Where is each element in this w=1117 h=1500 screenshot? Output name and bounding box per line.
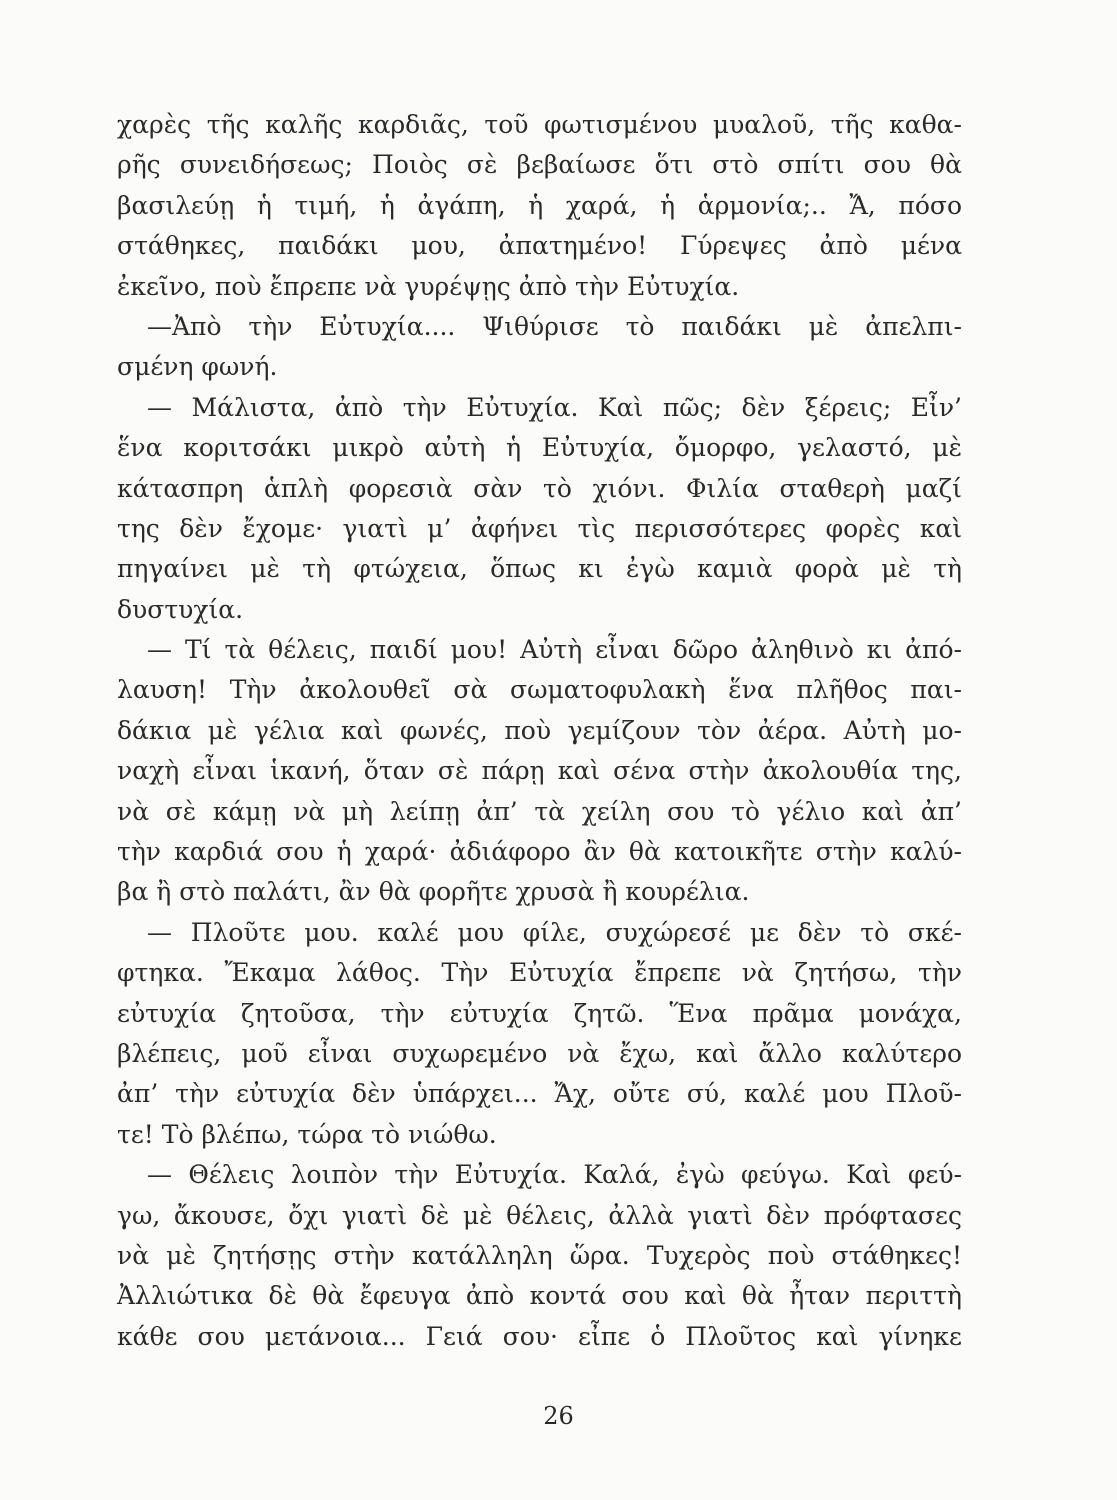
text-line: —Ἀπὸ τὴν Εὐτυχία.... Ψιθύρισε τὸ παιδάκι μὲ ἀπελπι- <box>147 311 962 341</box>
text-line: βλέπεις, μοῦ εἶναι συχωρεμένο νὰ ἔχω, καὶ ἄλλο καλύτερο <box>117 1038 962 1068</box>
text-line: — Τί τὰ θέλεις, παιδί μου! Αὐτὴ εἶναι δῶρο ἀληθινὸ κι ἀπό- <box>147 635 962 665</box>
text-line: κάθε σου μετάνοια... Γειά σου· εἶπε ὁ Πλοῦτος καὶ γίνηκε <box>117 1321 962 1351</box>
text-line: της δὲν ἔχομε· γιατὶ μ’ ἀφήνει τὶς περισσότερες φορὲς καὶ <box>117 513 962 543</box>
text-line: — Πλοῦτε μου. καλέ μου φίλε, συχώρεσέ με δὲν τὸ σκέ- <box>147 917 962 947</box>
text-line: νὰ σὲ κάμῃ νὰ μὴ λείπῃ ἀπ’ τὰ χείλη σου τὸ γέλιο καὶ ἀπ’ <box>117 796 962 826</box>
text-line: κάτασπρη ἁπλὴ φορεσιὰ σὰν τὸ χιόνι. Φιλία σταθερὴ μαζί <box>117 473 962 503</box>
text-line: — Θέλεις λοιπὸν τὴν Εὐτυχία. Καλά, ἐγὼ φεύγω. Καὶ φεύ- <box>147 1160 962 1190</box>
text-line: πηγαίνει μὲ τὴ φτώχεια, ὅπως κι ἐγὼ καμιὰ φορὰ μὲ τὴ <box>117 554 962 584</box>
text-line: δάκια μὲ γέλια καὶ φωνές, ποὺ γεμίζουν τὸν ἀέρα. Αὐτὴ μο- <box>117 715 962 745</box>
text-line: βα ἢ στὸ παλάτι, ἂν θὰ φορῆτε χρυσὰ ἢ κουρέλια. <box>117 877 750 907</box>
text-line: λαυση! Τὴν ἀκολουθεῖ σὰ σωματοφυλακὴ ἕνα πλῆθος παι- <box>117 675 962 705</box>
text-line: εὐτυχία ζητοῦσα, τὴν εὐτυχία ζητῶ. Ἕνα πρᾶμα μονάχα, <box>117 998 962 1028</box>
body-text <box>117 105 962 1357</box>
text-line: ρῆς συνειδήσεως; Ποιὸς σὲ βεβαίωσε ὅτι στὸ σπίτι σου θὰ <box>117 150 962 180</box>
text-line: — Μάλιστα, ἀπὸ τὴν Εὐτυχία. Καὶ πῶς; δὲν ξέρεις; Εἶν’ <box>147 392 962 422</box>
text-line: βασιλεύῃ ἡ τιμή, ἡ ἀγάπη, ἡ χαρά, ἡ ἁρμονία;.. Ἄ, πόσο <box>117 190 962 220</box>
text-line: γω, ἄκουσε, ὄχι γιατὶ δὲ μὲ θέλεις, ἀλλὰ γιατὶ δὲν πρόφτασες <box>117 1200 962 1230</box>
text-line: ἀπ’ τὴν εὐτυχία δὲν ὑπάρχει... Ἄχ, οὔτε σύ, καλέ μου Πλοῦ- <box>117 1079 962 1109</box>
text-line: σμένη φωνή. <box>117 352 278 382</box>
text-line: ἐκεῖνο, ποὺ ἔπρεπε νὰ γυρέψῃς ἀπὸ τὴν Εὐτυχία. <box>117 271 740 301</box>
page-number: 26 <box>543 1402 574 1430</box>
text-line: στάθηκες, παιδάκι μου, ἀπατημένο! Γύρεψες ἀπὸ μένα <box>117 231 962 261</box>
text-line: τε! Τὸ βλέπω, τώρα τὸ νιώθω. <box>117 1119 497 1149</box>
text-line: φτηκα. Ἔκαμα λάθος. Τὴν Εὐτυχία ἔπρεπε νὰ ζητήσω, τὴν <box>117 958 962 988</box>
text-line: τὴν καρδιά σου ἡ χαρά· ἀδιάφορο ἂν θὰ κατοικῆτε στὴν καλύ- <box>117 837 962 867</box>
text-line: ναχὴ εἶναι ἱκανή, ὅταν σὲ πάρῃ καὶ σένα στὴν ἀκολουθία της, <box>117 756 962 786</box>
text-line: χαρὲς τῆς καλῆς καρδιᾶς, τοῦ φωτισμένου μυαλοῦ, τῆς καθα- <box>117 110 962 139</box>
text-line: δυστυχία. <box>117 594 244 624</box>
text-line: νὰ μὲ ζητήσῃς στὴν κατάλληλη ὥρα. Τυχερὸς ποὺ στάθηκες! <box>117 1240 962 1270</box>
text-line: Ἀλλιώτικα δὲ θὰ ἔφευγα ἀπὸ κοντά σου καὶ θὰ ἦταν περιττὴ <box>117 1281 962 1311</box>
text-line: ἕνα κοριτσάκι μικρὸ αὐτὴ ἡ Εὐτυχία, ὄμορφο, γελαστό, μὲ <box>117 433 962 463</box>
